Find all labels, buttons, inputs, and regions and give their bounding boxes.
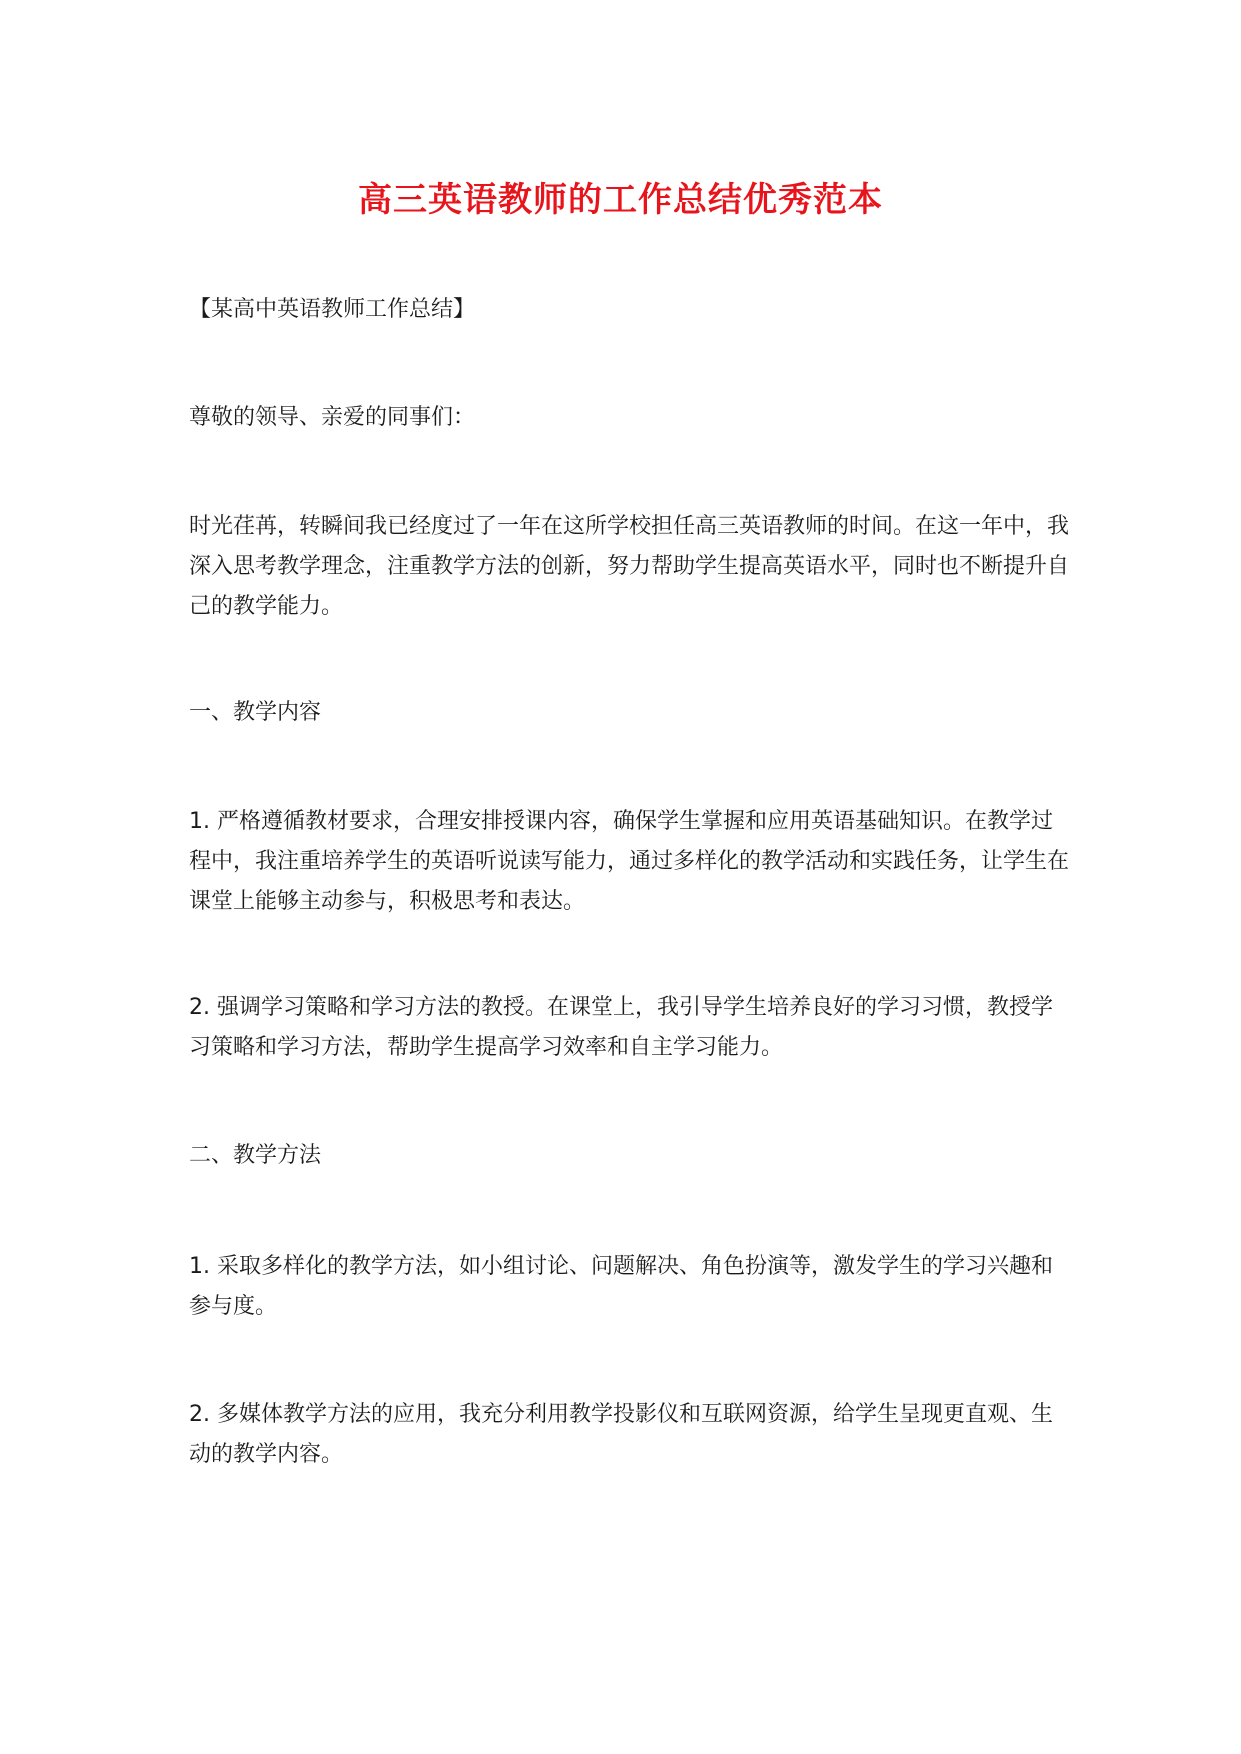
section1-item1: 1. 严格遵循教材要求，合理安排授课内容，确保学生掌握和应用英语基础知识。在教学过程中，我注重培养学生的英语听说读写能力，通过多样化的教学活动和实践任务，让学生在课堂上能够主动参与，积极思考和表达。 xyxy=(189,809,1070,914)
section1-item2: 2. 强调学习策略和学习方法的教授。在课堂上，我引导学生培养良好的学习习惯，教授学习策略和学习方法，帮助学生提高学习效率和自主学习能力。 xyxy=(189,995,1053,1060)
document-subtitle: 【某高中英语教师工作总结】 xyxy=(189,297,476,322)
salutation: 尊敬的领导、亲爱的同事们： xyxy=(189,405,476,430)
section-heading-method: 二、教学方法 xyxy=(189,1143,322,1168)
document-title: 高三英语教师的工作总结优秀范本 xyxy=(358,180,883,220)
intro-paragraph: 时光荏苒，转瞬间我已经度过了一年在这所学校担任高三英语教师的时间。在这一年中，我深入思考教学理念，注重教学方法的创新，努力帮助学生提高英语水平，同时也不断提升自己的教学能力。 xyxy=(189,514,1070,619)
section2-item1: 1. 采取多样化的教学方法，如小组讨论、问题解决、角色扮演等，激发学生的学习兴趣和参与度。 xyxy=(189,1254,1053,1319)
section-heading-content: 一、教学内容 xyxy=(189,700,322,725)
section2-item2: 2. 多媒体教学方法的应用，我充分利用教学投影仪和互联网资源，给学生呈现更直观、生动的教学内容。 xyxy=(189,1402,1053,1467)
